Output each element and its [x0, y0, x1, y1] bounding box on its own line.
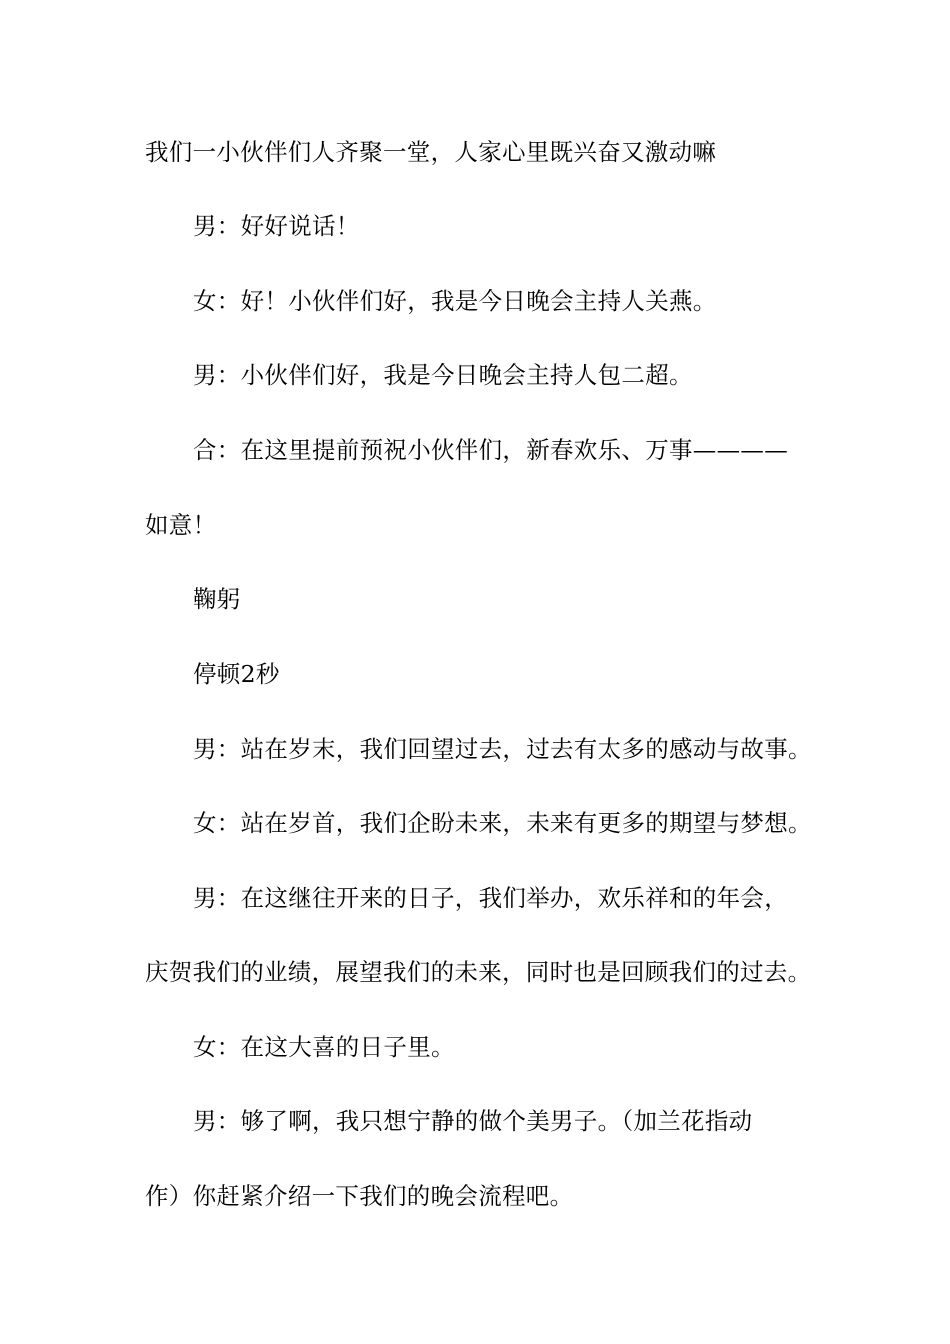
text-line: 如意！ — [145, 511, 217, 539]
text-line: 女：好！小伙伴们好，我是今日晚会主持人关燕。 — [193, 287, 717, 315]
text-line: 停顿2秒 — [193, 660, 280, 688]
text-line: 鞠躬 — [193, 585, 241, 613]
text-line: 男：好好说话！ — [193, 212, 360, 240]
text-line: 男：够了啊，我只想宁静的做个美男子。（加兰花指动 — [193, 1107, 753, 1135]
text-line: 男：小伙伴们好，我是今日晚会主持人包二超。 — [193, 361, 693, 389]
text-line: 男：站在岁末，我们回望过去，过去有太多的感动与故事。 — [193, 735, 812, 763]
text-line: 合：在这里提前预祝小伙伴们，新春欢乐、万事———— — [193, 436, 788, 464]
text-line: 作）你赶紧介绍一下我们的晚会流程吧。 — [145, 1182, 574, 1210]
text-line: 我们一小伙伴们人齐聚一堂，人家心里既兴奋又激动嘛 — [145, 138, 717, 166]
text-line: 庆贺我们的业绩，展望我们的未来，同时也是回顾我们的过去。 — [145, 958, 812, 986]
text-line: 女：在这大喜的日子里。 — [193, 1033, 455, 1061]
text-line: 男：在这继往开来的日子，我们举办，欢乐祥和的年会， — [193, 884, 788, 912]
text-line: 女：站在岁首，我们企盼未来，未来有更多的期望与梦想。 — [193, 809, 812, 837]
